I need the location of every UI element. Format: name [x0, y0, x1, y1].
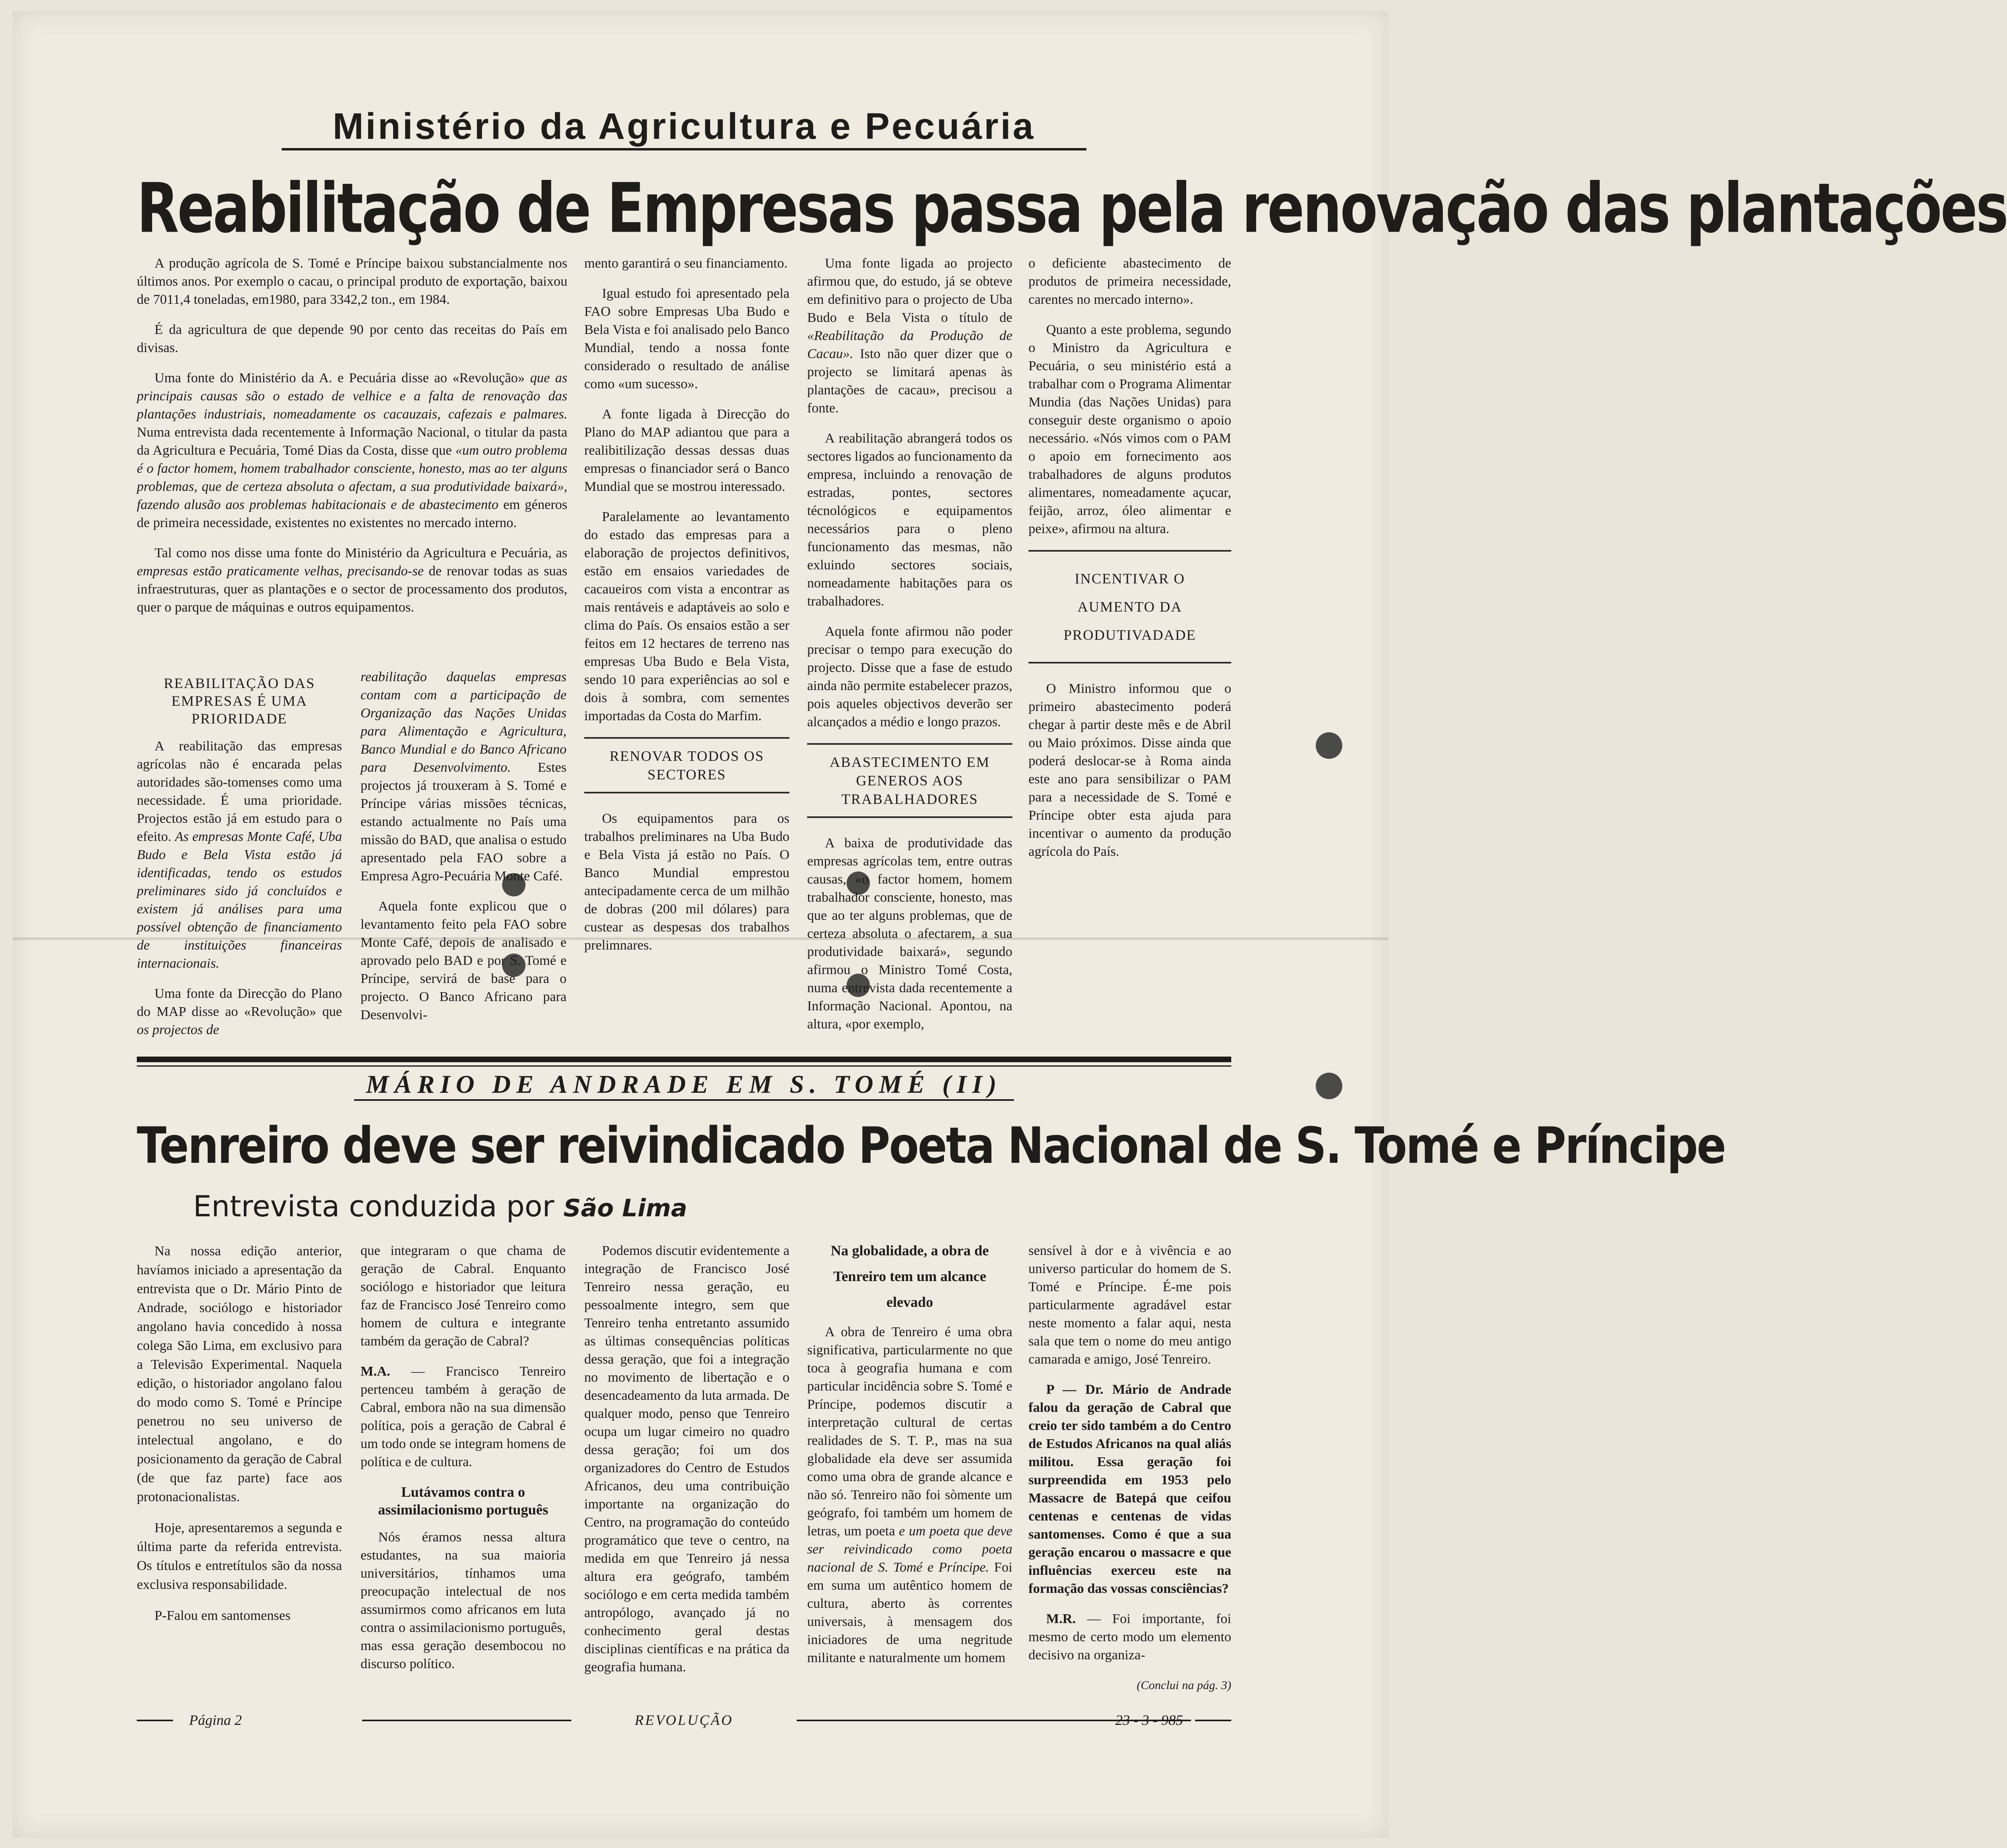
paragraph: Os equipamentos para os trabalhos preliminares na Uba Budo e Bela Vista já estão no País. O Banco Mundial emprestou antecipadamente cerca de um milhão de dobras (200 mil dólares) para custear as despesas dos trabalhos prelimnares. — [584, 811, 789, 953]
paragraph: Paralelamente ao levantamento do estado das empresas para a elaboração de projectos definitivos, estão em ensaios variedades de cacaueiros com vista a encontrar as mais rentáveis e adaptáveis ao solo e clima do País. Os ensaios estão a ser feitos em 12 hectares de terreno nas empresas Uba Budo e Bela Vista, sendo 10 para experiências ao sol e dois à sombra, com sementes importadas da Costa do Marfim. — [584, 509, 789, 723]
paragraph: É da agricultura de que depende 90 por cento das receitas do País em divisas. — [137, 322, 567, 355]
paragraph: Igual estudo foi apresentado pela FAO sobre Empresas Uba Budo e Bela Vista e foi analisado pelo Banco Mundial, tendo a nossa fonte considerado o resultado de análise como «um sucesso». — [584, 286, 789, 391]
question-paragraph: P — Dr. Mário de Andrade falou da geração de Cabral que creio ter sido também a do Centro de Estudos Africanos na qual aliás militou. Essa geração foi surpreendida em 1953 pelo Massacre de Batepá que ceifou centenas e centenas de vidas santomenses. Como é que a sua geração encarou o massacre e que influências exerceu este na formação das vossas consciências? — [1028, 1382, 1231, 1596]
paragraph: A obra de Tenreiro é uma obra significativa, particularmente no que toca à geografia humana e com particular incidência sobre S. Tomé e Príncipe, podemos discutir a interpretação cultural de certas realidades de S. T. P., mas na sua globalidade ela deve ser assumida como uma obra de grande alcance e não só. Tenreiro não foi sòmente um geógrafo, foi também um homem de letras, um poeta e um poeta que deve ser reivindicado como poeta nacional de S. Tomé e Príncipe. Foi em suma um autêntico homem de cultura, aberto às correntes universais, à mensagem dos iniciadores de uma negritude militante e naturalmente um homem — [807, 1325, 1013, 1665]
subheading-box — [1028, 550, 1231, 663]
subheading: REABILITAÇÃO DAS EMPRESAS É UMA PRIORIDADE — [163, 675, 315, 727]
series-title: MÁRIO DE ANDRADE EM S. TOMÉ (II) — [366, 1070, 1002, 1098]
article2-headline: Tenreiro deve ser reivindicado Poeta Nacional de S. Tomé e Príncipe — [137, 1117, 1725, 1175]
section-kicker: Ministério da Agricultura e Pecuária — [332, 106, 1036, 147]
article2-column-5 — [1028, 1242, 1231, 1694]
footer-rule — [1195, 1720, 1231, 1721]
paragraph: mento garantirá o seu financiamento. — [584, 256, 788, 271]
paragraph: A produção agrícola de S. Tomé e Príncipe baixou substancialmente nos últimos anos. Por exemplo o cacau, o principal produto de exportação, baixou de 7011,4 toneladas, em1980, para 3342,2 ton., em 1984. — [137, 256, 567, 307]
paragraph: Uma fonte da Direcção do Plano do MAP disse ao «Revolução» que os projectos de — [137, 986, 342, 1037]
subheading: Lutávamos contra o assimilacionismo português — [378, 1484, 548, 1518]
box-line: INCENTIVAR O — [1074, 571, 1185, 587]
article2-column-4 — [807, 1242, 1012, 1679]
page-footer — [137, 1710, 1231, 1734]
paragraph: Tal como nos disse uma fonte do Ministério da Agricultura e Pecuária, as empresas estão praticamente velhas, precisando-se de renovar todas as suas infraestruturas, quer as plantações e o sector de processamento dos produtos, quer o parque de máquinas e outros equipamentos. — [137, 546, 567, 615]
series-underline — [354, 1099, 1014, 1101]
paragraph: Uma fonte do Ministério da A. e Pecuária disse ao «Revolução» que as principais causas são o estado de velhice e a falta de renovação das plantações industriais, nomeadamente os cacauzais, cafezais e palmares. Numa entrevista dada recentemente à Informação Nacional, o titular da pasta da Agricultura e Pecuária, Tomé Dias da Costa, disse que «um outro problema é o factor homem, homem trabalhador consciente, honesto, mas ao ter alguns problemas, que de certeza absoluta o afectam, a sua produtividade baixará», fazendo alusão aos problemas habitacionais e de abastecimento em géneros de primeira necessidade, existentes no existentes no mercado interno. — [137, 371, 568, 530]
paragraph: que integraram o que chama de geração de Cabral. Enquanto sociólogo e historiador que leitura faz de Francisco José Tenreiro como homem de cultura e integrante também da geração de Cabral? — [361, 1243, 566, 1349]
paragraph: sensível à dor e à vivência e ao universo particular do homem de S. Tomé e Príncipe. É-me pois particularmente agradável estar neste momento a falar aqui, nesta sala que tem o nome do meu antigo camarada e amigo, José Tenreiro. — [1028, 1243, 1231, 1367]
byline: Entrevista conduzida por São Lima — [193, 1189, 688, 1223]
article1-column-1b — [137, 665, 342, 1051]
box-line: PRODUTIVADADE — [1063, 627, 1196, 643]
paragraph: Na nossa edição anterior, havíamos iniciado a apresentação da entrevista que o Dr. Mário Pinto de Andrade, sociólogo e historiador angolano havia concedido à nossa colega São Lima, em exclusivo para a Televisão Experimental. Naquela edição, o historiador angolano falou do modo como S. Tomé e Príncipe penetrou no seu universo de intelectual angolano, e do posicionamento da geração de Cabral (de que faz parte) face aos protonacionalistas. — [137, 1244, 342, 1504]
paragraph: A reabilitação abrangerá todos os sectores ligados ao funcionamento da empresa, incluindo a renovação de estradas, pontes, sectores técnológicos e equipamentos necessários para o pleno funcionamento das mesmas, não exluindo sectores sociais, nomeadamente habitações para os trabalhadores. — [807, 431, 1012, 609]
punch-hole — [1316, 1073, 1342, 1099]
paragraph: o deficiente abastecimento de produtos de primeira necessidade, carentes no mercado interno». — [1028, 256, 1231, 307]
section-divider — [137, 1057, 1231, 1062]
paragraph: Quanto a este problema, segundo o Ministro da Agricultura e Pecuária, o seu ministério está a trabalhar com o Programa Alimentar Mundia (das Nações Unidas) para conseguir deste organismo o apoio necessário. «Nós vimos com o PAM o apoio em fornecimento aos trabalhadores de alguns produtos alimentares, nomeadamente açucar, feijão, arroz, óleo alimentar e peixe», afirmou na altura. — [1028, 322, 1231, 536]
paragraph: A fonte ligada à Direcção do Plano do MAP adiantou que para a realibitilização dessas dessas duas empresas o financiador será o Banco Mundial que se mostrou interessado. — [584, 407, 789, 494]
subheading-box: RENOVAR TODOS OS SECTORES — [584, 737, 789, 793]
paragraph: M.R. — Foi importante, foi mesmo de certo modo um elemento decisivo na organiza- — [1028, 1611, 1231, 1663]
article2-column-3 — [584, 1242, 789, 1688]
page-number: Página 2 — [189, 1712, 242, 1728]
paragraph: P-Falou em santomenses — [155, 1608, 291, 1623]
article1-column-2 — [361, 668, 567, 1036]
paragraph: Hoje, apresentaremos a segunda e última parte da referida entrevista. Os títulos e entretítulos são da nossa exclusiva responsabilidade. — [137, 1520, 342, 1592]
footer-rule — [362, 1720, 571, 1721]
article2-column-2 — [361, 1242, 566, 1685]
paragraph: Podemos discutir evidentemente a integração de Francisco José Tenreiro nessa geração, eu pessoalmente integro, sem que Tenreiro tenha entretanto assumido as últimas consequências políticas dessa geração, que foi a integração no movimento de libertação e o desencadeamento da luta armada. De qualquer modo, penso que Tenreiro ocupa um lugar cimeiro no quadro dessa geração; foi um dos organizadores do Centro de Estudos Africanos, deu uma contribuição importante na organização do Centro, na programação do conteúdo programático que teve o centro, na medida em que Tenreiro já nessa altura era geógrafo, também sociólogo e em certa medida também antropólogo, avançado já no conhecimento geral destas disciplinas científicas e na prática da geografia humana. — [584, 1243, 789, 1675]
byline-name: São Lima — [563, 1194, 688, 1222]
article2-column-1 — [137, 1242, 342, 1637]
article1-column-1 — [137, 254, 567, 628]
punch-hole — [1316, 732, 1342, 759]
section-divider-thin — [137, 1065, 1231, 1067]
paragraph: Nós éramos nessa altura estudantes, na sua maioria universitários, tínhamos uma preocupação intelectual de nos assumirmos como africanos em luta contra o assimilacionismo português, mas essa geração desembocou no discurso político. — [361, 1530, 566, 1671]
paragraph: M.A. — Francisco Tenreiro pertenceu também à geração de Cabral, embora não na sua dimensão política, pois a geração de Cabral é um todo onde se integram homens de política e de cultura. — [361, 1364, 566, 1469]
paragraph: A reabilitação das empresas agrícolas não é encarada pelas autoridades são-tomenses como uma necessidade. É uma prioridade. Projectos estão já em estudo para o efeito. As empresas Monte Café, Uba Budo e Bela Vista estão já identificadas, tendo os estudos preliminares sido já concluídos e existem já análises para uma possível obtenção de financiamento de instituições financeiras internacionais. — [137, 739, 342, 971]
kicker-underline — [282, 148, 1086, 150]
paragraph: O Ministro informou que o primeiro abastecimento poderá chegar à partir deste mês e de Abril ou Maio próximos. Disse ainda que poderá deslocar-se à Roma ainda este ano para sensibilizar o PAM para a necessidade de S. Tomé e Príncipe obter esta ajuda para incentivar o aumento da produção agrícola do País. — [1028, 681, 1231, 859]
paragraph: Uma fonte ligada ao projecto afirmou que, do estudo, já se obteve em definitivo para o projecto de Uba Budo e Bela Vista o título de «Reabilitação da Produção de Cacau». Isto não quer dizer que o projecto se limitará apenas às plantações de cacau», precisou a fonte. — [807, 256, 1012, 416]
main-headline: Reabilitação de Empresas passa pela renovação das plantações — [137, 169, 2007, 249]
article1-column-4 — [807, 254, 1012, 1045]
article1-column-5 — [1028, 254, 1231, 873]
continuation-note: (Conclui na pág. 3) — [1137, 1679, 1231, 1692]
subheading: elevado — [886, 1294, 933, 1310]
newspaper-name: REVOLUÇÃO — [635, 1712, 734, 1728]
paragraph: A baixa de produtividade das empresas agrícolas tem, entre outras causas, «o factor homem, homem trabalhador consciente, honesto, mas que ao ter alguns problemas, que de certeza absoluta o afectarem, a sua produtividade baixará», segundo afirmou o Ministro Tomé Costa, numa entrevista dada recentemente a Informação Nacional. Apontou, na altura, «por exemplo, — [807, 836, 1012, 1032]
article1-column-3 — [584, 254, 789, 966]
subheading: Na globalidade, a obra de — [830, 1242, 989, 1259]
footer-rule — [137, 1720, 173, 1721]
paragraph: Aquela fonte afirmou não poder precisar o tempo para execução do projecto. Disse que a fase de estudo ainda não permite estabelecer prazos, pois aqueles objectivos deverão ser alcançados a médio e longo prazos. — [807, 624, 1012, 729]
subheading: Tenreiro tem um alcance — [833, 1268, 987, 1284]
paragraph: reabilitação daquelas empresas contam com a participação de Organização das Nações Unidas para Alimentação e Agricultura, Banco Mundial e do Banco Africano para Desenvolvimento. Estes projectos já trouxeram à S. Tomé e Príncipe várias missões técnicas, estando actualmente no País uma missão do BAD, que analisa o estudo apresentado pela FAO sobre a Empresa Agro-Pecuária Monte Café. — [361, 670, 567, 884]
subheading-box: ABASTECIMENTO EM GENEROS AOS TRABALHADORES — [807, 743, 1012, 818]
issue-date: 23 - 3 - 985 — [1115, 1712, 1183, 1728]
paragraph: Aquela fonte explicou que o levantamento feito pela FAO sobre Monte Café, depois de analisado e aprovado pelo BAD e por S. Tomé e Príncipe, servirá de base para o projecto. O Banco Africano para Desenvolvi- — [361, 899, 567, 1022]
box-line: AUMENTO DA — [1077, 599, 1183, 615]
